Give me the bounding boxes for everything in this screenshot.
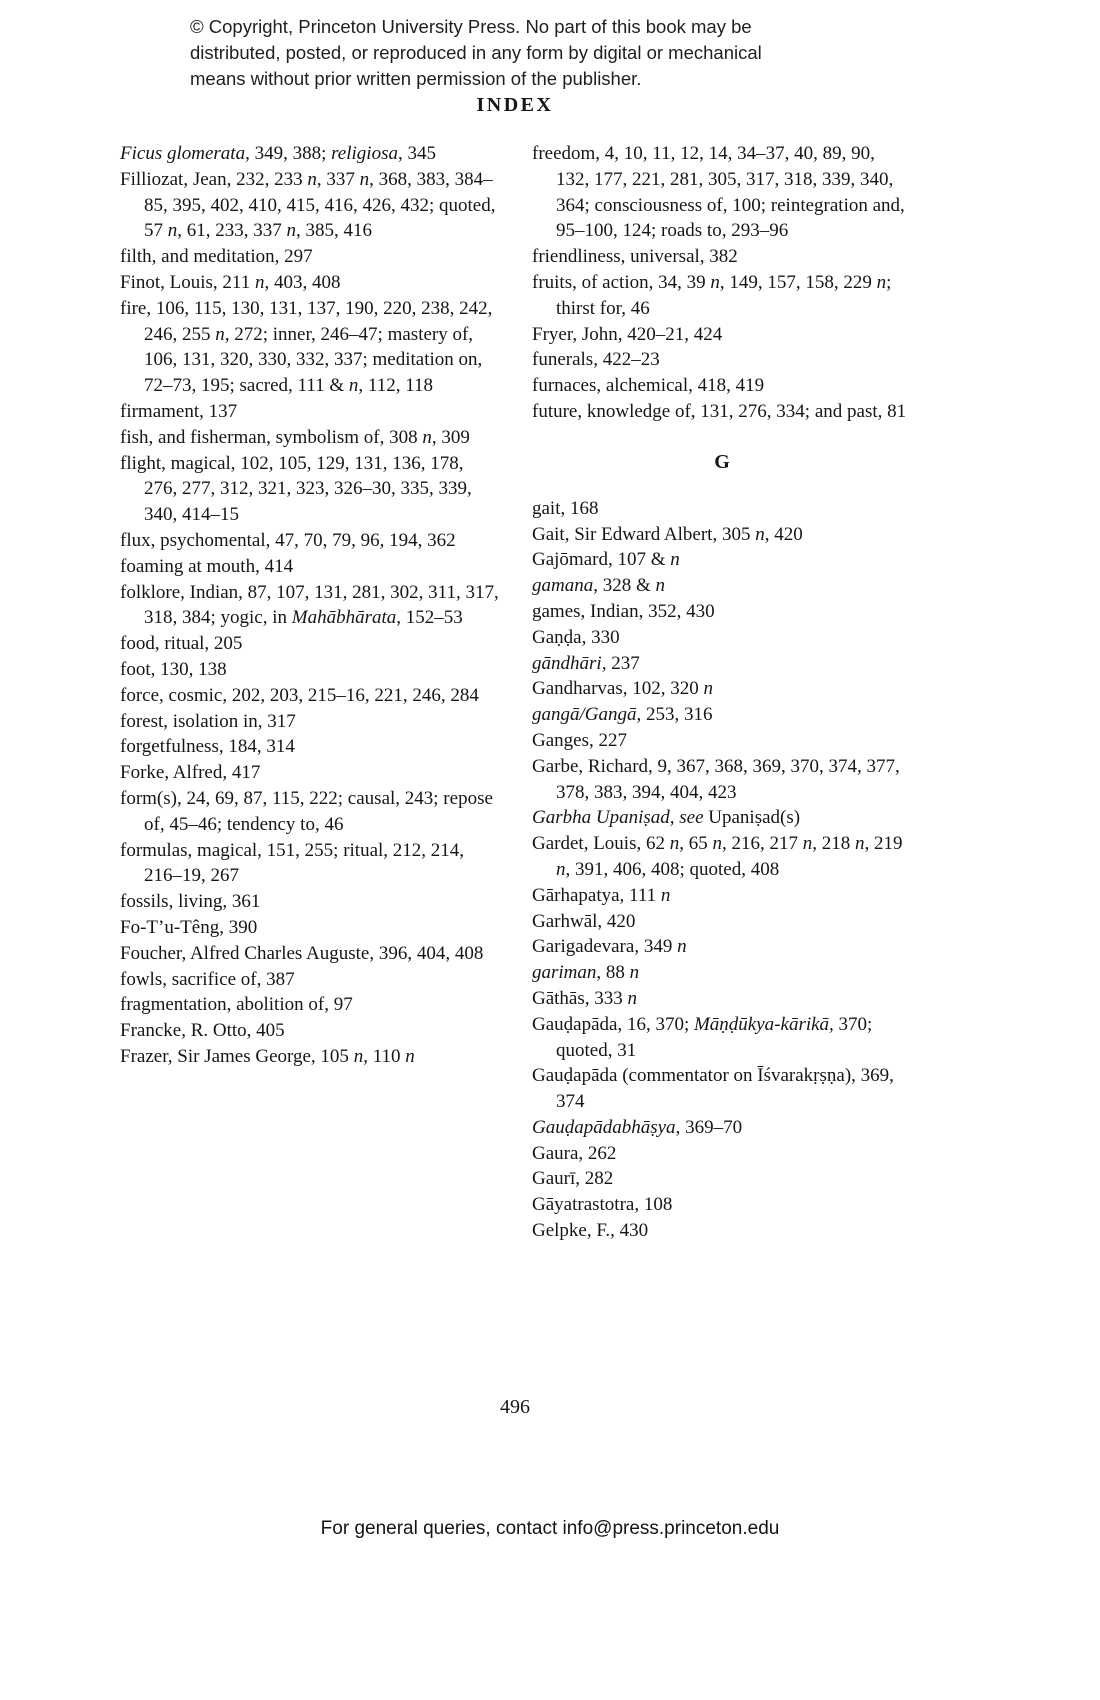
index-entry: Garigadevara, 349 n — [532, 936, 687, 958]
index-entry: Garhwāl, 420 — [532, 910, 636, 932]
index-entry: Gāthās, 333 n — [532, 987, 638, 1009]
index-entry: Garbha Upaniṣad, see Upaniṣad(s) — [532, 807, 801, 829]
index-entry: gariman, 88 n — [532, 962, 640, 984]
index-entry: food, ritual, 205 — [120, 633, 243, 655]
index-entry: fire, 106, 115, 130, 131, 137, 190, 220, 238, 242, 246, 255 n, 272; inner, 246–47; mastery of, 106, 131, 320, 330, 332, 337; meditation on, 72–73, 195; sacred, 111 & n, 112, 118 — [120, 297, 493, 397]
index-entry: Gajōmard, 107 & n — [532, 549, 680, 571]
index-entry: flight, magical, 102, 105, 129, 131, 136, 178, 276, 277, 312, 321, 323, 326–30, 335, 339, 340, 414–15 — [120, 452, 472, 526]
index-entry: fragmentation, abolition of, 97 — [120, 994, 353, 1016]
index-entry: flux, psychomental, 47, 70, 79, 96, 194, 362 — [120, 529, 456, 551]
index-entry: form(s), 24, 69, 87, 115, 222; causal, 243; repose of, 45–46; tendency to, 46 — [120, 787, 493, 835]
index-entry: future, knowledge of, 131, 276, 334; and past, 81 — [532, 400, 907, 422]
index-entry: Fryer, John, 420–21, 424 — [532, 323, 723, 345]
index-entry: Finot, Louis, 211 n, 403, 408 — [120, 271, 341, 293]
index-entry: fruits, of action, 34, 39 n, 149, 157, 158, 229 n; thirst for, 46 — [532, 271, 892, 319]
index-entry: firmament, 137 — [120, 400, 238, 422]
index-entry: Gait, Sir Edward Albert, 305 n, 420 — [532, 523, 803, 545]
index-entry: gait, 168 — [532, 497, 599, 519]
index-entry: funerals, 422–23 — [532, 349, 660, 371]
index-entry: foot, 130, 138 — [120, 658, 227, 680]
index-entry: games, Indian, 352, 430 — [532, 600, 715, 622]
index-entry: folklore, Indian, 87, 107, 131, 281, 302, 311, 317, 318, 384; yogic, in Mahābhārata, 152–53 — [120, 581, 499, 629]
index-entry: freedom, 4, 10, 11, 12, 14, 34–37, 40, 89, 90, 132, 177, 221, 281, 305, 317, 318, 339, 340, 364; consciousness of, 100; reintegration and, 95–100, 124; roads to, 293–96 — [532, 143, 905, 242]
copyright-line-3: means without prior written permission of the publisher. — [190, 68, 642, 89]
footer-text: For general queries, contact info@press.princeton.edu — [320, 1518, 780, 1539]
index-entry: Gelpke, F., 430 — [532, 1220, 649, 1242]
index-entry: forgetfulness, 184, 314 — [120, 736, 295, 758]
index-entry: force, cosmic, 202, 203, 215–16, 221, 246, 284 — [120, 684, 479, 706]
index-entry: friendliness, universal, 382 — [532, 246, 738, 268]
index-entry: Gauḍapādabhāṣya, 369–70 — [532, 1116, 743, 1138]
index-entry: formulas, magical, 151, 255; ritual, 212, 214, 216–19, 267 — [120, 839, 465, 887]
index-entry: Foucher, Alfred Charles Auguste, 396, 404, 408 — [120, 942, 484, 964]
copyright-notice — [190, 14, 860, 92]
index-entry: Gaura, 262 — [532, 1142, 617, 1164]
index-entry: Ficus glomerata, 349, 388; religiosa, 345 — [120, 143, 436, 164]
index-column-right — [532, 141, 912, 1244]
index-entry: Fo-T’u-Têng, 390 — [120, 916, 258, 938]
index-entry: Forke, Alfred, 417 — [120, 762, 261, 784]
index-entry: Garbe, Richard, 9, 367, 368, 369, 370, 374, 377, 378, 383, 394, 404, 423 — [532, 755, 900, 803]
index-title: INDEX — [476, 94, 554, 116]
copyright-line-1: © Copyright, Princeton University Press. No part of this book may be — [190, 16, 752, 37]
section-heading-g: G — [714, 450, 730, 473]
page-number: 496 — [500, 1396, 530, 1418]
copyright-line-2: distributed, posted, or reproduced in any form by digital or mechanical — [190, 42, 762, 63]
index-entry: Filliozat, Jean, 232, 233 n, 337 n, 368, 383, 384–85, 395, 402, 410, 415, 416, 426, 432; quoted, 57 n, 61, 233, 337 n, 385, 416 — [120, 168, 496, 242]
index-entry: gamana, 328 & n — [532, 575, 666, 597]
index-entry: Gauḍapāda (commentator on Īśvarakṛṣṇa), 369, 374 — [532, 1065, 894, 1113]
entries-group-f — [532, 141, 912, 425]
index-entry: fossils, living, 361 — [120, 891, 261, 913]
index-entry: Frazer, Sir James George, 105 n, 110 n — [120, 1045, 415, 1067]
index-entry: filth, and meditation, 297 — [120, 246, 313, 268]
index-entry: gāndhāri, 237 — [532, 652, 640, 674]
index-entry: Gāyatrastotra, 108 — [532, 1194, 673, 1216]
index-entry: Francke, R. Otto, 405 — [120, 1020, 285, 1042]
index-entry: forest, isolation in, 317 — [120, 710, 296, 732]
index-entry: Gaurī, 282 — [532, 1168, 614, 1190]
index-entry: furnaces, alchemical, 418, 419 — [532, 375, 765, 397]
index-entry: Gaṇḍa, 330 — [532, 626, 620, 648]
index-entry: foaming at mouth, 414 — [120, 555, 294, 577]
index-columns — [120, 141, 912, 1244]
index-entry: Gauḍapāda, 16, 370; Māṇḍūkya-kārikā, 370; quoted, 31 — [532, 1013, 873, 1061]
index-entry: Gandharvas, 102, 320 n — [532, 678, 713, 700]
index-entry: Gārhapatya, 111 n — [532, 884, 671, 906]
index-entry: fish, and fisherman, symbolism of, 308 n, 309 — [120, 426, 470, 448]
entries-group-g — [532, 496, 912, 1244]
index-entry: gangā/Gangā, 253, 316 — [532, 704, 713, 726]
index-entry: Ganges, 227 — [532, 729, 627, 751]
index-column-left — [120, 141, 500, 1244]
index-entry: Gardet, Louis, 62 n, 65 n, 216, 217 n, 218 n, 219 n, 391, 406, 408; quoted, 408 — [532, 833, 903, 880]
index-entry: fowls, sacrifice of, 387 — [120, 968, 295, 990]
